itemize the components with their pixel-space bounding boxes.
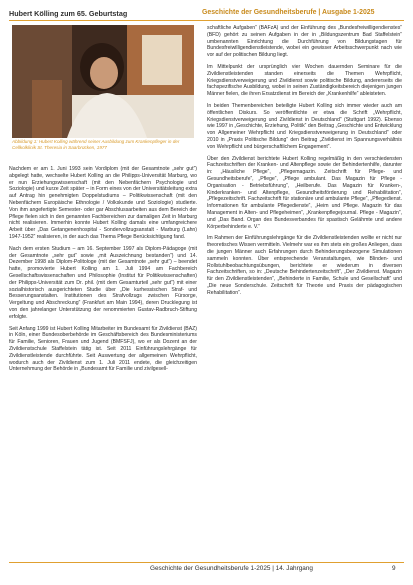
page-header-left: Hubert Kölling zum 65. Geburtstag xyxy=(9,9,128,18)
footer-text: Geschichte der Gesundheitsberufe 1-2025 | 14. Jahrgang xyxy=(150,565,313,572)
paragraph: Über den Zivildienst berichtete Hubert Kolling regelmäßig in den verschiedensten Fachzeitschriften der Kranken- und Altenpflege sowie der Behindertenhilfe, darunter in: „Häusliche Pflege“, „Pflegemagazin. Zeitschrift für Pflege- und Gesundheitsberufe“, „Pflege“, „Pflege ambulant. Das Magazin für Pflege - Organisation - Betriebsführung“, „Heilberufe. Das Magazin für Kranken-, Kinderkranken- und Altenpflege, Gesundheitsförderung und Rehabilitation“, „Pflegezeitschrift. Fachzeitschrift für stationäre und ambulante Pflege“, „Pflegedienst. Informationen für ambulante Pflegedienste“, „Heim und Pflege. Magazin für das Management in Alten- und Pflegeheimen“, „Krankenpflegejournal. Pflege - Magazin“, und „Das Band. Organ des Bundesverbandes für spastisch Gelähmte und andere Körperbehinderte e. V.“ xyxy=(207,155,402,230)
page-number: 9 xyxy=(392,565,396,572)
page-header-right: Geschichte der Gesundheitsberufe | Ausgabe 1-2025 xyxy=(202,9,375,16)
footer-rule xyxy=(9,562,404,563)
paragraph: Im Rahmen der Einführungslehrgänge für die Zivildienstleistenden wollte er nicht nur theoretisches Wissen vermitteln. Vielmehr war es ihm stets ein großes Anliegen, dass die jungen Männer auch Erfahrungen durch Behinderungsbezogene Simulationen sammeln konnten. Über entsprechende Veranstaltungen, wie Blinden- und Rollstuhlbeobachtungsübungen, berichtete er wiederum in diversen Fachzeitschriften, so in: „Deutsche Behindertenzeitschrift“, „Der Zivildienst. Magazin für den Zivildienstleistenden“, „Behinderte in Familie, Schule und Gesellschaft“ und „Die neue Sonderschule. Zeitschrift für Theorie und Praxis der pädagogischen Rehabilitation“. xyxy=(207,235,402,296)
paragraph: Nach dem ersten Studium – am 16. September 1997 als Diplom-Pädagoge (mit der Gesamtnote „sehr gut“ sowie „mit Auszeichnung bestanden“) und 14. Dezember 1998 als Diplom-Politologe (mit der Gesamtnote „sehr gut“) – beendet hatte, promovierte Hubert Kolling am 1. Juli 1994 am Fachbereich Gesellschaftswissenschaften und Philosophie (Institut für Politikwissenschaften) der Philipps-Universität zum Dr. phil. (mit dem Gesamturteil „sehr gut“) mit einer sozialhistorisch ausgerichteten Studie über „Die kurhessischen Straf- und Besserungsanstalten. Institutionen des Strafvollzugs zwischen Fürsorge, Vergeltung und Abschreckung“ (Frankfurt am Main 1994), deren Drucklegung ist von den jahrelanger Unterstützung der renommierten Gustav-Radbruch-Stiftung erfolgte. xyxy=(9,245,197,320)
photo-illustration xyxy=(12,25,194,138)
paragraph: Nachdem er am 1. Juni 1993 sein Vordiplom (mit der Gesamtnote „sehr gut“) abgelegt hatte, wechselte Hubert Kolling an die Philipps-Universität Marburg, wo er nun Erziehungswissenschaft (mit den Nebenfächern Psychologie und Soziologie) und kurze Zeit später – in Form eines von der Universitätsleitung extra auf Antrag hin genehmigten Doppelstudiums – Politikwissenschaft (mit den Nebenfächern Europäische Ethnologie / Volkskunde und Soziologie) studierte. Von ihm angefertigte Semester- oder gar Abschlussarbeiten aus dem Bereich der Pflege fielen sich in den genannten Fachbereichen zur damaligen Zeit in Marburg nicht realisieren. Immerhin konnte Hubert Kolling damals eine umfangreichere Arbeit über „Das Getangenenhospital - Sondervollzugsanstalt - Marburg (Lahn) 1947-1952“ realisieren, in der auch das Thema Pflege Berücksichtigung fand. xyxy=(9,166,197,240)
column-right xyxy=(207,25,402,301)
column-left xyxy=(9,166,197,378)
paragraph: schaftliche Aufgaben“ (BAFzA) und der Einführung des „Bundesfreiwilligendienstes“ (BFD) gehört zu seinen Aufgaben in der in „Bildungszentrum Bad Staffelstein“ umbenannten Einrichtung die Durchführung von Bildungstagen für Bundesfreiwilligendienstleistende, wobei ein gewisser Arbeitsschwerpunkt nach wie vor auf der politischen Bildung liegt. xyxy=(207,25,402,59)
paragraph: Seit Anfang 1999 ist Hubert Kolling Mitarbeiter im Bundesamt für Zivildienst (BAZ) in Köln, einer Bundesoberbehörde im Geschäftsbereich des Bundesministeriums für Familie, Senioren, Frauen und Jugend (BMFSFJ), wo er als Dozent an der Zivildienstschule Staffelstein tätig ist. Seit 2011 Einführungslehrgänge für Zivildienstleistende durchführte. Seit Auswertung der allgemeinen Wehrpflicht, wodurch auch der Zivildienst zum 1. Juli 2011 endete, die gleichzeitigen Unternehmung der Behörde in „Bundesamt für Familie und zivilgesell- xyxy=(9,325,197,373)
header-rule xyxy=(9,20,404,21)
page-footer xyxy=(0,565,413,579)
paragraph: Im Mittelpunkt der ursprünglich vier Wochen dauernden Seminare für die Zivildienstleistenden standen einerseits die Themen Wehrpflicht, Kriegsdienstverweigerung und Zivildienst sowie politische Bildung, andererseits die fachspezifische Ausbildung, wobei in seinen Zuständigkeitsbereich diejenigen jungen Männer fielen, die ihren Ersatzdienst im Bereich der „Krankenhilfe“ ableisteten. xyxy=(207,63,402,98)
photo xyxy=(12,25,194,138)
paragraph: In beiden Themenbereichen beteiligte Hubert Kolling sich immer wieder auch am öffentlichen Diskurs. So veröffentlichte er etwa die Schrift „Wehrpflicht, Kriegsdienstverweigerung und Zivildienst in Deutschland“ (Stuttgart 1992). Ebenso wie 1997 in „Geschichte, Erziehung, Politik“ den Beitrag „Geschichte und Entwicklung von Allgemeiner Wehrpflicht und Kriegsdienstverweigerung in Deutschland“ oder 2010 in „Praxis Politische Bildung“ den Beitrag „Zivildienst im Spannungsverhältnis von Wehrpflicht und bürgerschaftlichem Engagement“. xyxy=(207,102,402,150)
photo-caption: Abbildung 1: Hubert Kolling während seiner Ausbildung zum Krankenpfleger in der Cellkolklinik St. Theresia in Saarbrücken, 1977 xyxy=(12,139,180,151)
